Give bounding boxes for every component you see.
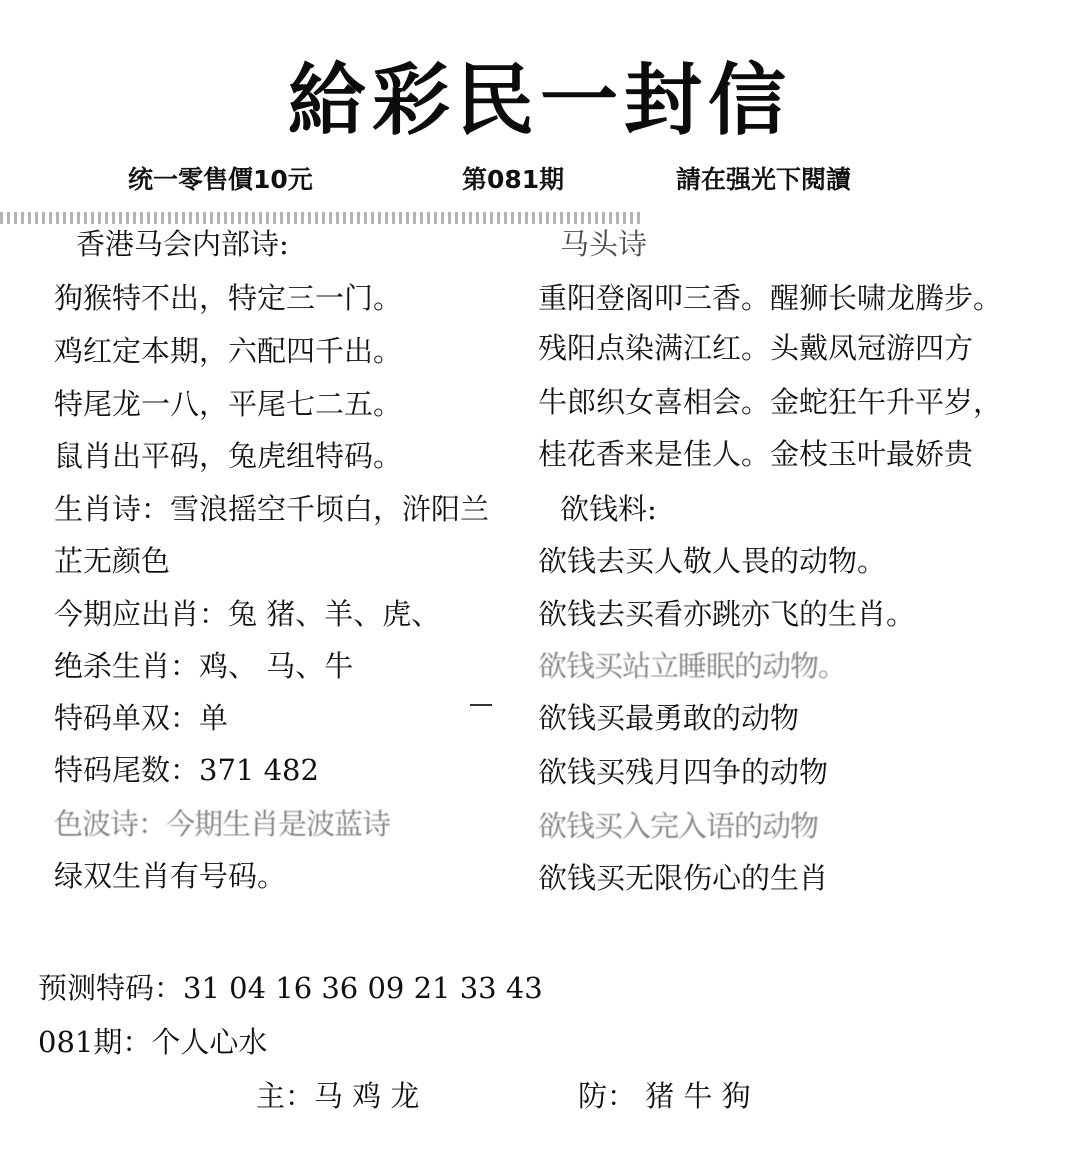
main-picks: 主：马 鸡 龙 (256, 1079, 420, 1113)
left-line-6: 芷无颜色 (54, 544, 171, 578)
left-poem-title: 香港马会内部诗: (76, 227, 289, 261)
issue-label: 第081期 (462, 165, 565, 194)
dotted-divider (0, 212, 642, 224)
right-line-3: 牛郎织女喜相会。金蛇狂午升平岁， (538, 385, 1003, 419)
right-line-2: 残阳点染满江红。头戴凤冠游四方 (538, 331, 974, 365)
riddle-4: 欲钱买最勇敢的动物 (538, 701, 800, 735)
page-title: 給彩民一封信 (287, 56, 792, 146)
left-line-12: 绿双生肖有号码。 (54, 859, 287, 893)
left-line-9: 特码单双：单 (54, 701, 229, 735)
right-poem-title: 马头诗 (560, 227, 648, 261)
riddle-title: 欲钱料: (560, 492, 657, 526)
stray-dash (470, 704, 492, 706)
left-line-5: 生肖诗：雪浪摇空千顷白，浒阳兰 (54, 492, 490, 526)
riddle-3: 欲钱买站立睡眠的动物。 (538, 649, 847, 683)
right-line-4: 桂花香来是佳人。金枝玉叶最娇贵 (538, 437, 974, 471)
reading-notice: 請在强光下閱讀 (676, 165, 852, 194)
left-line-8: 绝杀生肖：鸡、 马、牛 (54, 649, 354, 683)
prediction-line: 预测特码：31 04 16 36 09 21 33 43 (38, 971, 543, 1005)
left-line-4: 鼠肖出平码，兔虎组特码。 (54, 439, 403, 473)
left-line-10: 特码尾数：371 482 (54, 753, 319, 787)
price-label: 统一零售價10元 (128, 165, 313, 194)
right-line-1: 重阳登阁叩三香。醒狮长啸龙腾步。 (538, 281, 1003, 315)
left-line-11: 色波诗：今期生肖是波蓝诗 (54, 807, 391, 841)
riddle-5: 欲钱买残月四争的动物 (538, 755, 829, 789)
riddle-2: 欲钱去买看亦跳亦飞的生肖。 (538, 597, 916, 631)
left-line-3: 特尾龙一八，平尾七二五。 (54, 387, 403, 421)
riddle-7: 欲钱买无限伤心的生肖 (538, 861, 829, 895)
left-line-7: 今期应出肖：兔 猪、羊、虎、 (54, 597, 441, 631)
riddle-1: 欲钱去买人敬人畏的动物。 (538, 544, 887, 578)
guard-picks: 防： 猪 牛 狗 (578, 1079, 751, 1113)
riddle-6: 欲钱买入完入语的动物 (538, 809, 819, 843)
issue-note: 081期：个人心水 (38, 1025, 268, 1059)
left-line-2: 鸡红定本期，六配四千出。 (54, 334, 403, 368)
left-line-1: 狗猴特不出，特定三一门。 (54, 281, 403, 315)
